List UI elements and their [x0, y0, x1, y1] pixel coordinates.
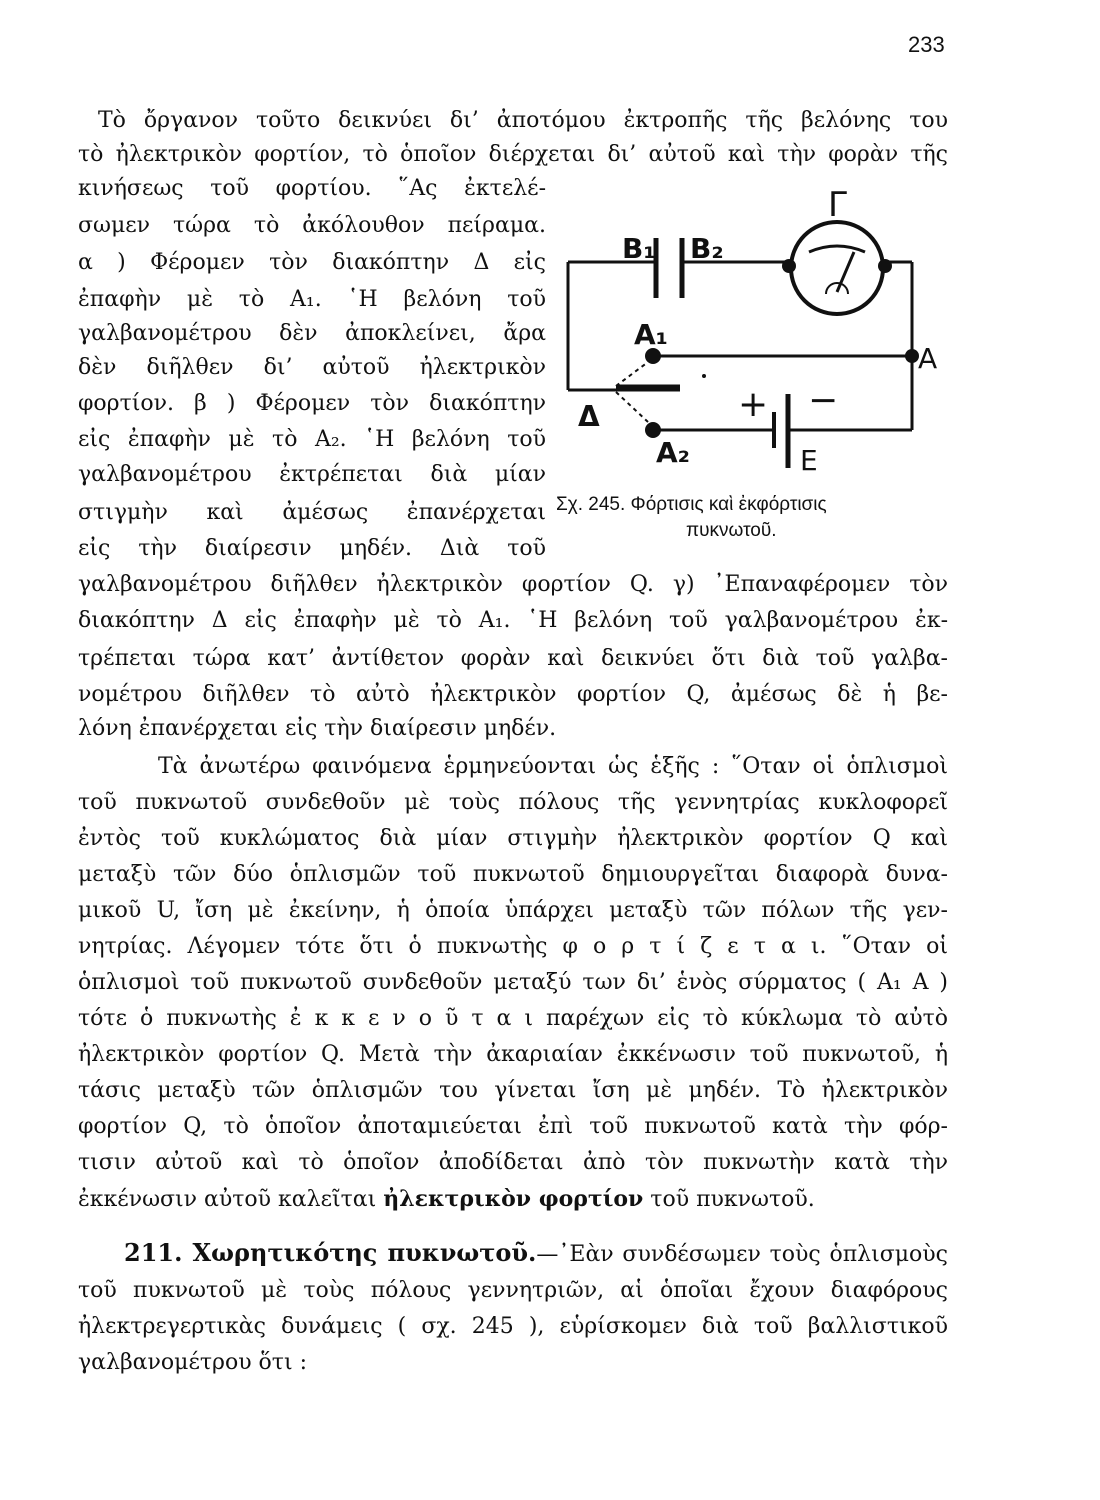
text-line: τισιν αὐτοῦ καὶ τὸ ὁποῖον ἀποδίδεται ἀπὸ τὸν πυκνωτὴν κατὰ τὴν: [78, 1150, 948, 1175]
text-line: διακόπτην Δ εἰς ἐπαφὴν μὲ τὸ Α₁. ῾Η βελόνη τοῦ γαλβανομέτρου ἐκ-: [78, 608, 948, 633]
text-line: φορτίον Q, τὸ ὁποῖον ἀποταμιεύεται ἐπὶ τοῦ πυκνωτοῦ κατὰ τὴν φόρ-: [78, 1114, 948, 1139]
text-line: ἐπαφὴν μὲ τὸ Α₁. ῾Η βελόνη τοῦ: [78, 287, 546, 312]
label-e: E: [800, 444, 818, 477]
text-line: εἰς ἐπαφὴν μὲ τὸ Α₂. ῾Η βελόνη τοῦ: [78, 427, 546, 452]
text-line: γαλβανομέτρου διῆλθεν ἠλεκτρικὸν φορτίον Q. γ) ᾿Επαναφέρομεν τὸν: [78, 572, 948, 597]
figure-caption-line2: πυκνωτοῦ.: [686, 520, 777, 541]
text-line: ἠλεκτρεγερτικὰς δυνάμεις ( σχ. 245 ), εὑρίσκομεν διὰ τοῦ βαλλιστικοῦ: [78, 1314, 948, 1339]
text-line: μικοῦ U, ἴση μὲ ἐκείνην, ἡ ὁποία ὑπάρχει μεταξὺ τῶν πόλων τῆς γεν-: [78, 898, 948, 923]
text-line: μεταξὺ τῶν δύο ὁπλισμῶν τοῦ πυκνωτοῦ δημιουργεῖται διαφορὰ δυνα-: [78, 862, 948, 887]
text-line: ἠλεκτρικὸν φορτίον Q. Μετὰ τὴν ἀκαριαίαν ἐκκένωσιν τοῦ πυκνωτοῦ, ἡ: [78, 1042, 948, 1067]
text-line: τότε ὁ πυκνωτὴς ἐ κ κ ε ν ο ῦ τ α ι παρέχων εἰς τὸ κύκλωμα τὸ αὐτὸ: [78, 1006, 948, 1031]
label-d: Δ: [578, 400, 600, 433]
label-plus: +: [738, 384, 769, 425]
section-heading-line: [124, 1238, 948, 1270]
label-a: A: [918, 342, 938, 375]
text-run: τοῦ πυκνωτοῦ.: [643, 1187, 815, 1212]
text-line: εἰς τὴν διαίρεσιν μηδέν. Διὰ τοῦ: [78, 536, 546, 561]
text-line: ὁπλισμοὶ τοῦ πυκνωτοῦ συνδεθοῦν μεταξύ των δι’ ἑνὸς σύρματος ( Α₁ Α ): [78, 970, 948, 995]
circuit-diagram: [552, 186, 952, 486]
text-line: τὸ ἠλεκτρικὸν φορτίον, τὸ ὁποῖον διέρχεται δι’ αὐτοῦ καὶ τὴν φορὰν τῆς: [78, 142, 948, 167]
text-line: φορτίον. β ) Φέρομεν τὸν διακόπτην: [78, 391, 546, 416]
text-line: Τὸ ὄργανον τοῦτο δεικνύει δι’ ἀποτόμου ἐκτροπῆς τῆς βελόνης του: [98, 108, 948, 133]
text-line: [78, 1184, 948, 1215]
label-b1: B₁: [622, 232, 656, 265]
text-line: τοῦ πυκνωτοῦ συνδεθοῦν μὲ τοὺς πόλους τῆς γεννητρίας κυκλοφορεῖ: [78, 790, 948, 815]
text-line: γαλβανομέτρου δὲν ἀποκλείνει, ἄρα: [78, 321, 546, 346]
text-line: α ) Φέρομεν τὸν διακόπτην Δ εἰς: [78, 250, 546, 275]
text-line: κινήσεως τοῦ φορτίου. ῞Ας ἐκτελέ-: [78, 176, 546, 201]
text-line: νητρίας. Λέγομεν τότε ὅτι ὁ πυκνωτὴς φ ο ρ τ ί ζ ε τ α ι. ῞Οταν οἱ: [78, 934, 948, 959]
bold-term: ἠλεκτρικὸν φορτίον: [383, 1186, 644, 1212]
text-line: γαλβανομέτρου ἐκτρέπεται διὰ μίαν: [78, 462, 546, 487]
label-b2: B₂: [690, 232, 724, 265]
text-line: τρέπεται τώρα κατ’ ἀντίθετον φορὰν καὶ δεικνύει ὅτι διὰ τοῦ γαλβα-: [78, 646, 948, 671]
label-g: Γ: [828, 186, 847, 225]
label-minus: −: [808, 380, 839, 421]
text-line: Τὰ ἀνωτέρω φαινόμενα ἑρμηνεύονται ὡς ἑξῆς : ῞Οταν οἱ ὁπλισμοὶ: [158, 754, 948, 779]
text-line: γαλβανομέτρου ὅτι :: [78, 1350, 308, 1375]
text-run: —᾿Εὰν συνδέσωμεν τοὺς ὁπλισμοὺς: [536, 1242, 948, 1267]
section-heading: 211. Χωρητικότης πυκνωτοῦ.: [124, 1238, 537, 1267]
label-a2: A₂: [656, 436, 690, 469]
text-line: λόνη ἐπανέρχεται εἰς τὴν διαίρεσιν μηδέν.: [78, 716, 557, 741]
label-a1: A₁: [634, 318, 668, 351]
page-number: 233: [908, 32, 945, 57]
text-line: στιγμὴν καὶ ἀμέσως ἐπανέρχεται: [78, 500, 546, 525]
text-line: νομέτρου διῆλθεν τὸ αὐτὸ ἠλεκτρικὸν φορτίον Q, ἀμέσως δὲ ἡ βε-: [78, 682, 948, 707]
text-line: σωμεν τώρα τὸ ἀκόλουθον πείραμα.: [78, 213, 546, 238]
text-line: τάσις μεταξὺ τῶν ὁπλισμῶν του γίνεται ἴση μὲ μηδέν. Τὸ ἠλεκτρικὸν: [78, 1078, 948, 1103]
text-line: ἐντὸς τοῦ κυκλώματος διὰ μίαν στιγμὴν ἠλεκτρικὸν φορτίον Q καὶ: [78, 826, 948, 851]
text-line: δὲν διῆλθεν δι’ αὐτοῦ ἠλεκτρικὸν: [78, 355, 546, 380]
figure-caption: Σχ. 245. Φόρτισις καὶ ἐκφόρτισις: [556, 494, 827, 515]
text-line: τοῦ πυκνωτοῦ μὲ τοὺς πόλους γεννητριῶν, αἱ ὁποῖαι ἔχουν διαφόρους: [78, 1278, 948, 1303]
text-run: ἐκκένωσιν αὐτοῦ καλεῖται: [78, 1187, 384, 1212]
